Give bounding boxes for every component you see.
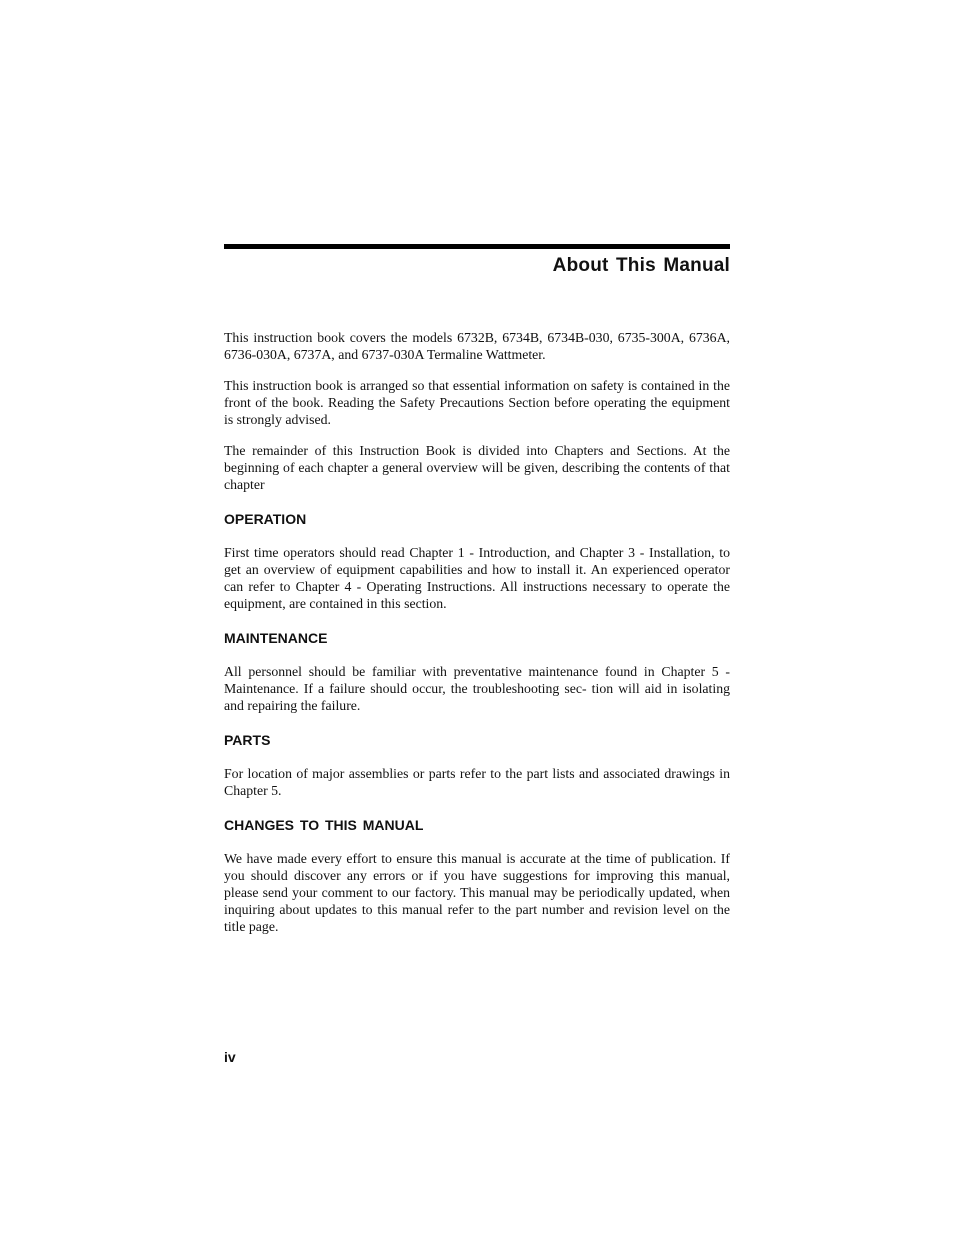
changes-heading: CHANGES TO THIS MANUAL [224, 817, 424, 833]
intro-paragraph-safety: This instruction book is arranged so that essential information on safety is contained in the front of the book. Reading the Safety Precautions Section before operating the equipment is strongly advised. [224, 378, 730, 427]
page-content [224, 329, 730, 935]
maintenance-heading: MAINTENANCE [224, 630, 328, 646]
manual-page [224, 244, 730, 949]
maintenance-paragraph: All personnel should be familiar with preventative maintenance found in Chapter 5 - Maintenance. If a failure should occur, the troubleshooting sec- tion will aid in isolating and repairing the failure. [224, 664, 730, 713]
parts-heading: PARTS [224, 732, 271, 748]
page-title: About This Manual [552, 255, 730, 276]
operation-paragraph: First time operators should read Chapter 1 - Introduction, and Chapter 3 - Installation, to get an overview of equipment capabilities and how to install it. An experienced operator can refer to Chapter 4 - Operating Instructions. All instructions necessary to operate the equipment, are contained in this section. [224, 545, 730, 611]
operation-heading: OPERATION [224, 511, 307, 527]
parts-paragraph: For location of major assemblies or parts refer to the part lists and associated drawings in Chapter 5. [224, 766, 730, 798]
page-number: iv [224, 1049, 236, 1065]
changes-paragraph: We have made every effort to ensure this manual is accurate at the time of publication. If you should discover any errors or if you have suggestions for improving this manual, please send your comment to our factory. This manual may be periodically updated, when inquiring about updates to this manual refer to the part number and revision level on the title page. [224, 851, 730, 934]
intro-paragraph-models: This instruction book covers the models 6732B, 6734B, 6734B-030, 6735-300A, 6736A, 6736-030A, 6737A, and 6737-030A Termaline Wattmeter. [224, 330, 730, 362]
intro-paragraph-structure: The remainder of this Instruction Book is divided into Chapters and Sections. At the beginning of each chapter a general overview will be given, describing the contents of that chapter [224, 443, 730, 492]
title-rule [224, 244, 730, 249]
